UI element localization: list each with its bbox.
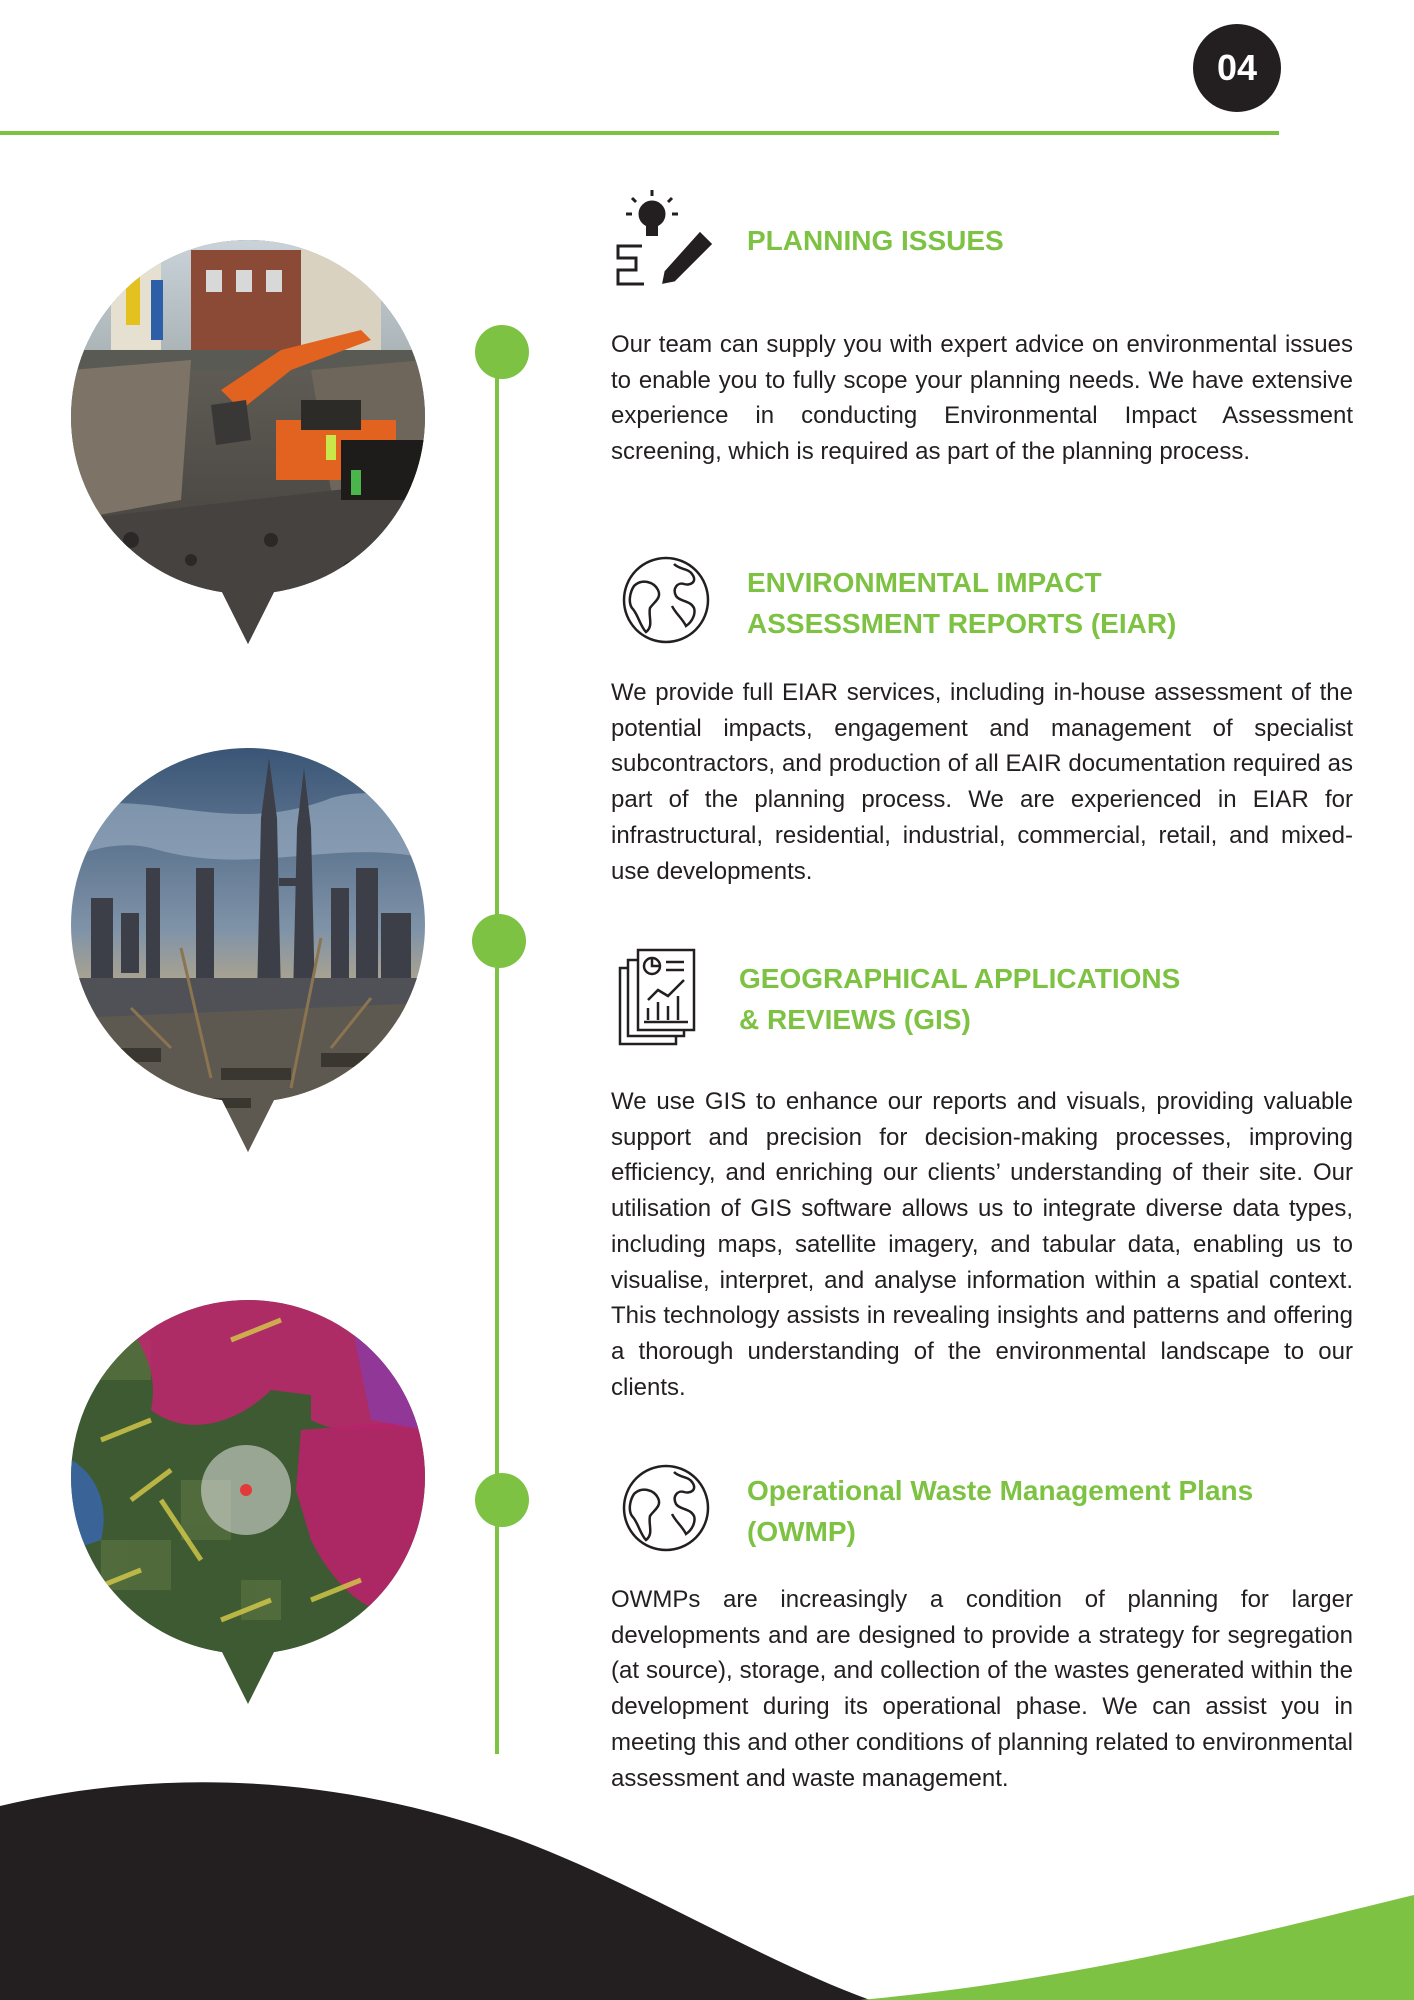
section-heading-planning-issues [747, 220, 1004, 261]
city-skyline-photo [71, 748, 425, 1152]
page-number: 04 [1216, 47, 1258, 88]
construction-site-photo [71, 240, 425, 644]
timeline-dot [475, 325, 529, 379]
lightbulb-pencil-icon [612, 186, 716, 290]
gis-map-photo [71, 1300, 425, 1704]
heading-line-1: Operational Waste Management Plans [747, 1475, 1254, 1506]
heading-line-2: (OWMP) [747, 1516, 856, 1547]
footer-wave-decoration [0, 1760, 1414, 2000]
timeline-dot [472, 914, 526, 968]
section-heading-owmp [747, 1470, 1253, 1552]
timeline-line [495, 352, 499, 1754]
section-body-eiar: We provide full EIAR services, including in-house assessment of the potential impacts, engagement and management of specialist subcontractors, and production of all EAIR documentation required as part of the planning process. We are experienced in EIAR for infrastructural, residential, industrial, commercial, retail, and mixed-use developments. [611, 679, 1353, 885]
section-body-planning-issues: Our team can supply you with expert advice on environmental issues to enable you to fully scope your planning needs. We have extensive experience in conducting Environmental Impact Assessment screening, which is required as part of the planning process. [611, 331, 1353, 466]
page-number-badge [1193, 24, 1281, 112]
heading-line-1: ENVIRONMENTAL IMPACT [747, 567, 1102, 598]
section-heading-eiar [747, 562, 1176, 644]
heading-line-1: GEOGRAPHICAL APPLICATIONS [739, 963, 1181, 994]
header-divider [0, 131, 1279, 135]
globe-icon [614, 548, 718, 652]
section-body-gis: We use GIS to enhance our reports and visuals, providing valuable support and precision for decision-making processes, improving efficiency, and enriching our clients’ understanding of their site. Our utilisation of GIS software allows us to integrate diverse data types, including maps, satellite imagery, and tabular data, enabling us to visualise, interpret, and analyse information within a spatial context. This technology assists in revealing insights and patterns and offering a thorough understanding of the environmental landscape to our clients. [611, 1088, 1353, 1401]
section-heading-gis [739, 958, 1180, 1040]
heading-text: PLANNING ISSUES [747, 225, 1004, 256]
section-body-owmp: OWMPs are increasingly a condition of planning for larger developments and are designed to provide a strategy for segregation (at source), storage, and collection of the wastes generated within the development during its operational phase. We can assist you in meeting this and other conditions of planning related to environmental assessment and waste management. [611, 1586, 1353, 1792]
heading-line-2: ASSESSMENT REPORTS (EIAR) [747, 608, 1177, 639]
report-documents-icon [612, 946, 716, 1050]
globe-icon [614, 1456, 718, 1560]
heading-line-2: & REVIEWS (GIS) [739, 1004, 971, 1035]
timeline-dot [475, 1473, 529, 1527]
